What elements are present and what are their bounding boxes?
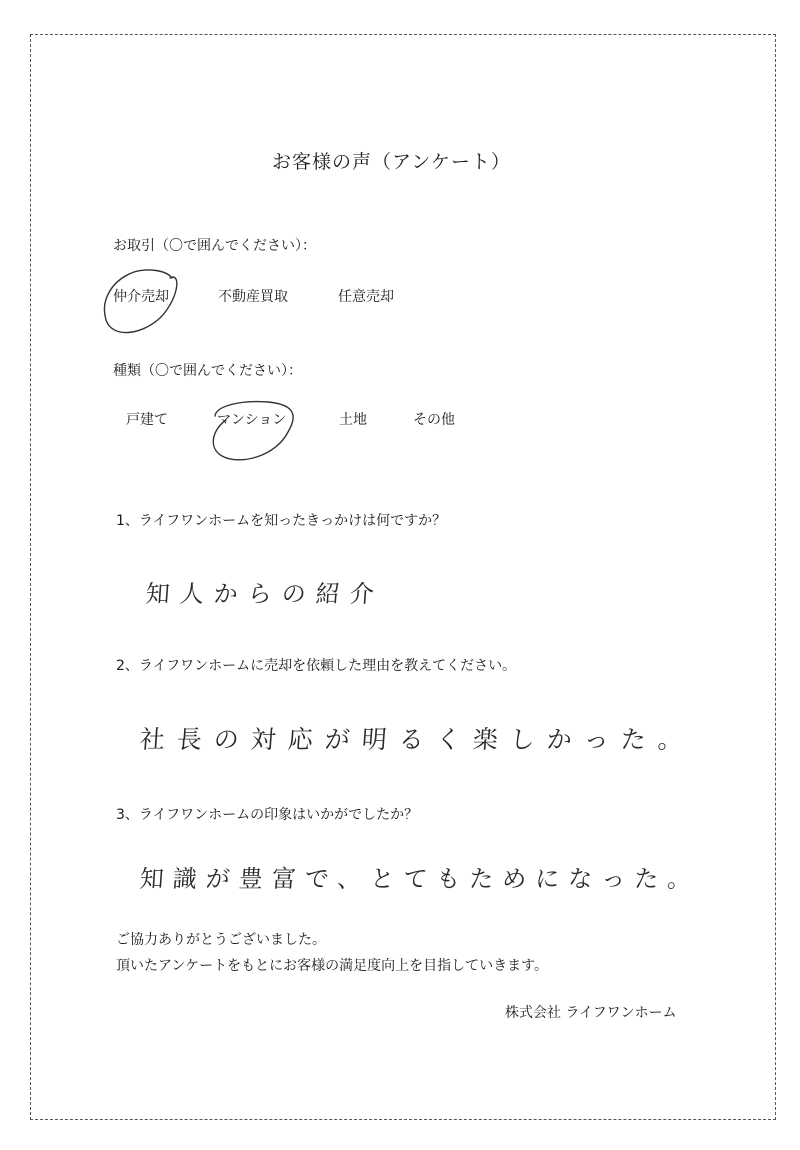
selection-circle-condominium <box>213 402 293 460</box>
question-2: 2、ライフワンホームに売却を依頼した理由を教えてください。 <box>116 658 517 674</box>
type-label: 種類（〇で囲んでください）： <box>113 363 302 379</box>
type-option-condominium: マンション <box>217 412 287 428</box>
answer-1-handwritten: 知人からの紹介 <box>144 580 385 608</box>
page-title: お客様の声（アンケート） <box>272 151 511 173</box>
type-option-land: 土地 <box>339 412 367 428</box>
transaction-option-voluntary-sale: 任意売却 <box>338 289 394 305</box>
answer-3-handwritten: 知識が豊富で、とてもためになった。 <box>138 865 702 893</box>
type-option-house: 戸建て <box>126 412 168 428</box>
closing-message: 頂いたアンケートをもとにお客様の満足度向上を目指していきます。 <box>116 958 549 974</box>
transaction-label: お取引（〇で囲んでください）： <box>113 238 316 254</box>
question-3: 3、ライフワンホームの印象はいかがでしたか？ <box>116 807 419 823</box>
question-1: 1、ライフワンホームを知ったきっかけは何ですか？ <box>116 513 447 529</box>
answer-2-handwritten: 社長の対応が明るく楽しかった。 <box>138 725 696 754</box>
transaction-option-purchase: 不動産買取 <box>218 289 288 305</box>
closing-thanks: ご協力ありがとうございました。 <box>116 932 326 948</box>
company-name: 株式会社 ライフワンホーム <box>505 1005 677 1021</box>
transaction-option-brokerage-sale: 仲介売却 <box>113 289 169 305</box>
type-option-other: その他 <box>413 412 455 428</box>
selection-circle-brokerage-sale <box>104 270 176 333</box>
